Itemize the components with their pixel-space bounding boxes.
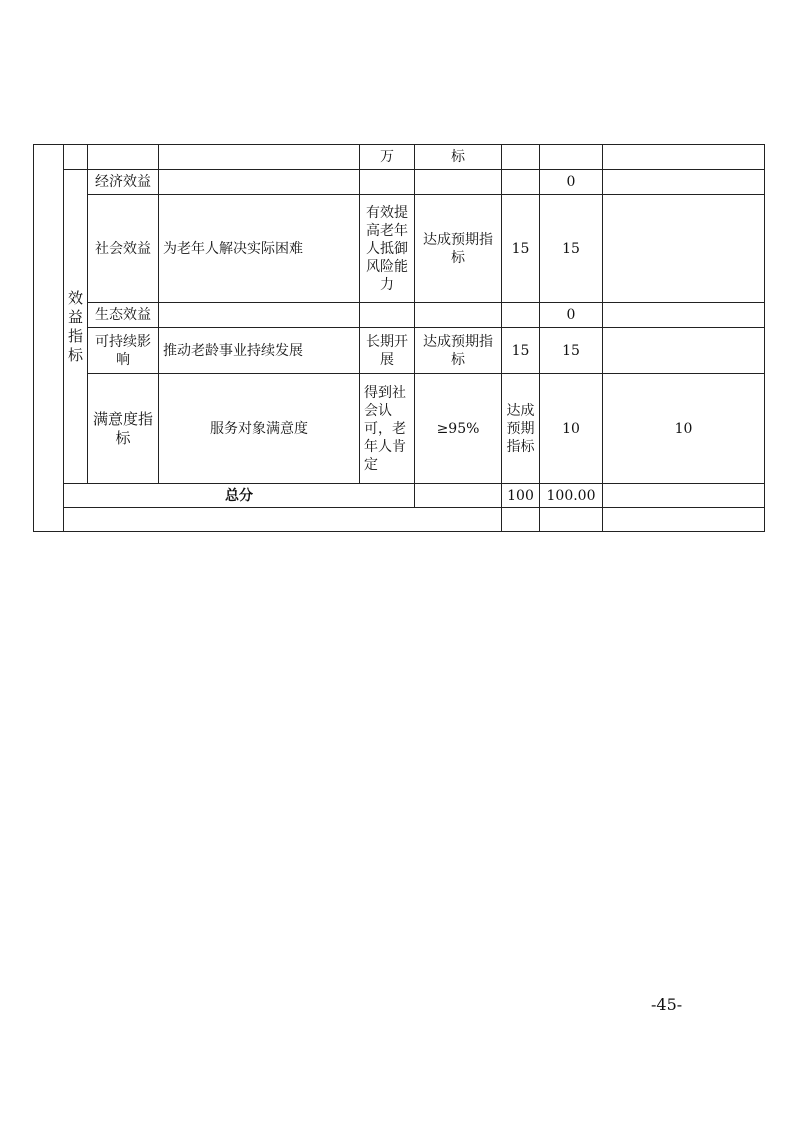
table-cell	[603, 170, 765, 195]
table-cell	[159, 303, 360, 328]
table-cell	[502, 303, 540, 328]
standard-cell: 达成预期指标	[502, 374, 540, 484]
indicator-value-cell: 长期开展	[360, 328, 415, 374]
table-cell	[603, 145, 765, 170]
table-row	[34, 303, 765, 328]
table-cell	[64, 508, 502, 532]
table-row	[34, 508, 765, 532]
content-cell: 为老年人解决实际困难	[159, 195, 360, 303]
table-cell	[603, 195, 765, 303]
table-cell	[415, 484, 502, 508]
indicator-name-cell: 生态效益	[88, 303, 159, 328]
actual-score-cell: 10	[603, 374, 765, 484]
table-cell	[360, 303, 415, 328]
table-cell	[159, 170, 360, 195]
indicator-name-cell: 服务对象满意度	[159, 374, 360, 484]
table-cell	[603, 328, 765, 374]
table-cell	[415, 303, 502, 328]
table-cell	[159, 145, 360, 170]
table-row	[34, 170, 765, 195]
content-cell: 推动老龄事业持续发展	[159, 328, 360, 374]
standard-cell: 达成预期指标	[415, 195, 502, 303]
table-row	[34, 328, 765, 374]
performance-table	[33, 144, 765, 532]
table-cell	[502, 170, 540, 195]
table-cell	[540, 508, 603, 532]
table-row	[34, 195, 765, 303]
weight-cell: 15	[502, 195, 540, 303]
standard-cell: 标	[415, 145, 502, 170]
weight-cell: 10	[540, 374, 603, 484]
actual-score-cell: 0	[540, 303, 603, 328]
total-score: 100.00	[540, 484, 603, 508]
table-cell	[360, 170, 415, 195]
indicator-name-cell: 经济效益	[88, 170, 159, 195]
benefit-indicator-label: 效益指标	[64, 170, 88, 484]
total-label: 总分	[64, 484, 415, 508]
standard-cell: 达成预期指标	[415, 328, 502, 374]
table-cell	[603, 303, 765, 328]
actual-score-cell: 15	[540, 195, 603, 303]
total-weight: 100	[502, 484, 540, 508]
level1-cell	[34, 145, 64, 532]
indicator-name-cell: 社会效益	[88, 195, 159, 303]
table-cell	[88, 145, 159, 170]
page-number: -45-	[651, 995, 683, 1014]
actual-score-cell: 15	[540, 328, 603, 374]
satisfaction-indicator-label: 满意度指标	[88, 374, 159, 484]
indicator-name-cell: 可持续影响	[88, 328, 159, 374]
table-cell	[502, 508, 540, 532]
table-cell	[502, 145, 540, 170]
table-cell	[603, 508, 765, 532]
indicator-value-cell: 万	[360, 145, 415, 170]
table-cell	[603, 484, 765, 508]
actual-score-cell: 0	[540, 170, 603, 195]
weight-cell: 15	[502, 328, 540, 374]
table-cell	[64, 145, 88, 170]
total-row	[34, 484, 765, 508]
table-row	[34, 374, 765, 484]
table-cell	[415, 170, 502, 195]
table-row	[34, 145, 765, 170]
table-cell	[540, 145, 603, 170]
indicator-value-cell: ≥95%	[415, 374, 502, 484]
content-cell: 得到社会认可，老年人肯定	[360, 374, 415, 484]
indicator-value-cell: 有效提高老年人抵御风险能力	[360, 195, 415, 303]
